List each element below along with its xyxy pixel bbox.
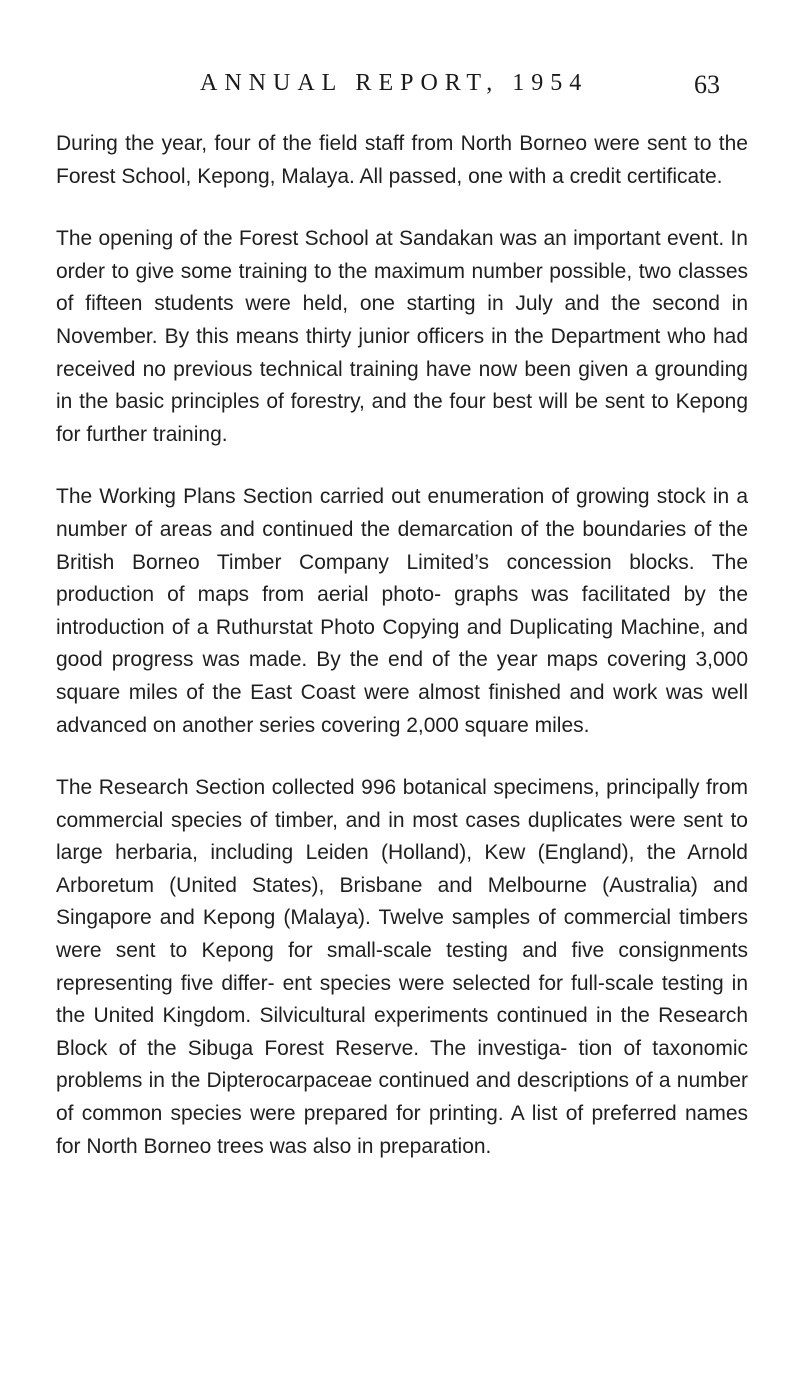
running-title: ANNUAL REPORT, 1954 bbox=[200, 70, 589, 96]
paragraph-forest-school: The opening of the Forest School at Sandakan was an important event. In order to give some training to the maximum number possible, two classes of fifteen students were held, one starting in July and the second in November. By this means thirty junior officers in the Department who had received no previous technical training have now been given a grounding in the basic principles of forestry, and the four best will be sent to Kepong for further training. bbox=[56, 227, 748, 446]
paragraph-working-plans: The Working Plans Section carried out enumeration of growing stock in a number of areas and continued the demarcation of the boundaries of the British Borneo Timber Company Limited’s concession blocks. The production of maps from aerial photo- graphs was facilitated by the introduction of a Ruthurstat Photo Copying and Duplicating Machine, and good progress was made. By the end of the year maps covering 3,000 square miles of the East Coast were almost finished and work was well advanced on another series covering 2,000 square miles. bbox=[56, 485, 748, 737]
paragraph-field-staff: During the year, four of the field staff from North Borneo were sent to the Forest School, Kepong, Malaya. All passed, one with a credit certificate. bbox=[56, 132, 748, 188]
page-number: 63 bbox=[694, 70, 720, 99]
body-text bbox=[56, 128, 748, 1193]
paragraph-research-section: The Research Section collected 996 botanical specimens, principally from commercial species of timber, and in most cases duplicates were sent to large herbaria, including Leiden (Holland), Kew (England), the Arnold Arboretum (United States), Brisbane and Melbourne (Australia) and Singapore and Kepong (Malaya). Twelve samples of commercial timbers were sent to Kepong for small-scale testing and five consignments representing five differ- ent species were selected for full-scale testing in the United Kingdom. Silvicultural experiments continued in the Research Block of the Sibuga Forest Reserve. The investiga- tion of taxonomic problems in the Dipterocarpaceae continued and descriptions of a number of common species were prepared for printing. A list of preferred names for North Borneo trees was also in preparation. bbox=[56, 776, 748, 1158]
